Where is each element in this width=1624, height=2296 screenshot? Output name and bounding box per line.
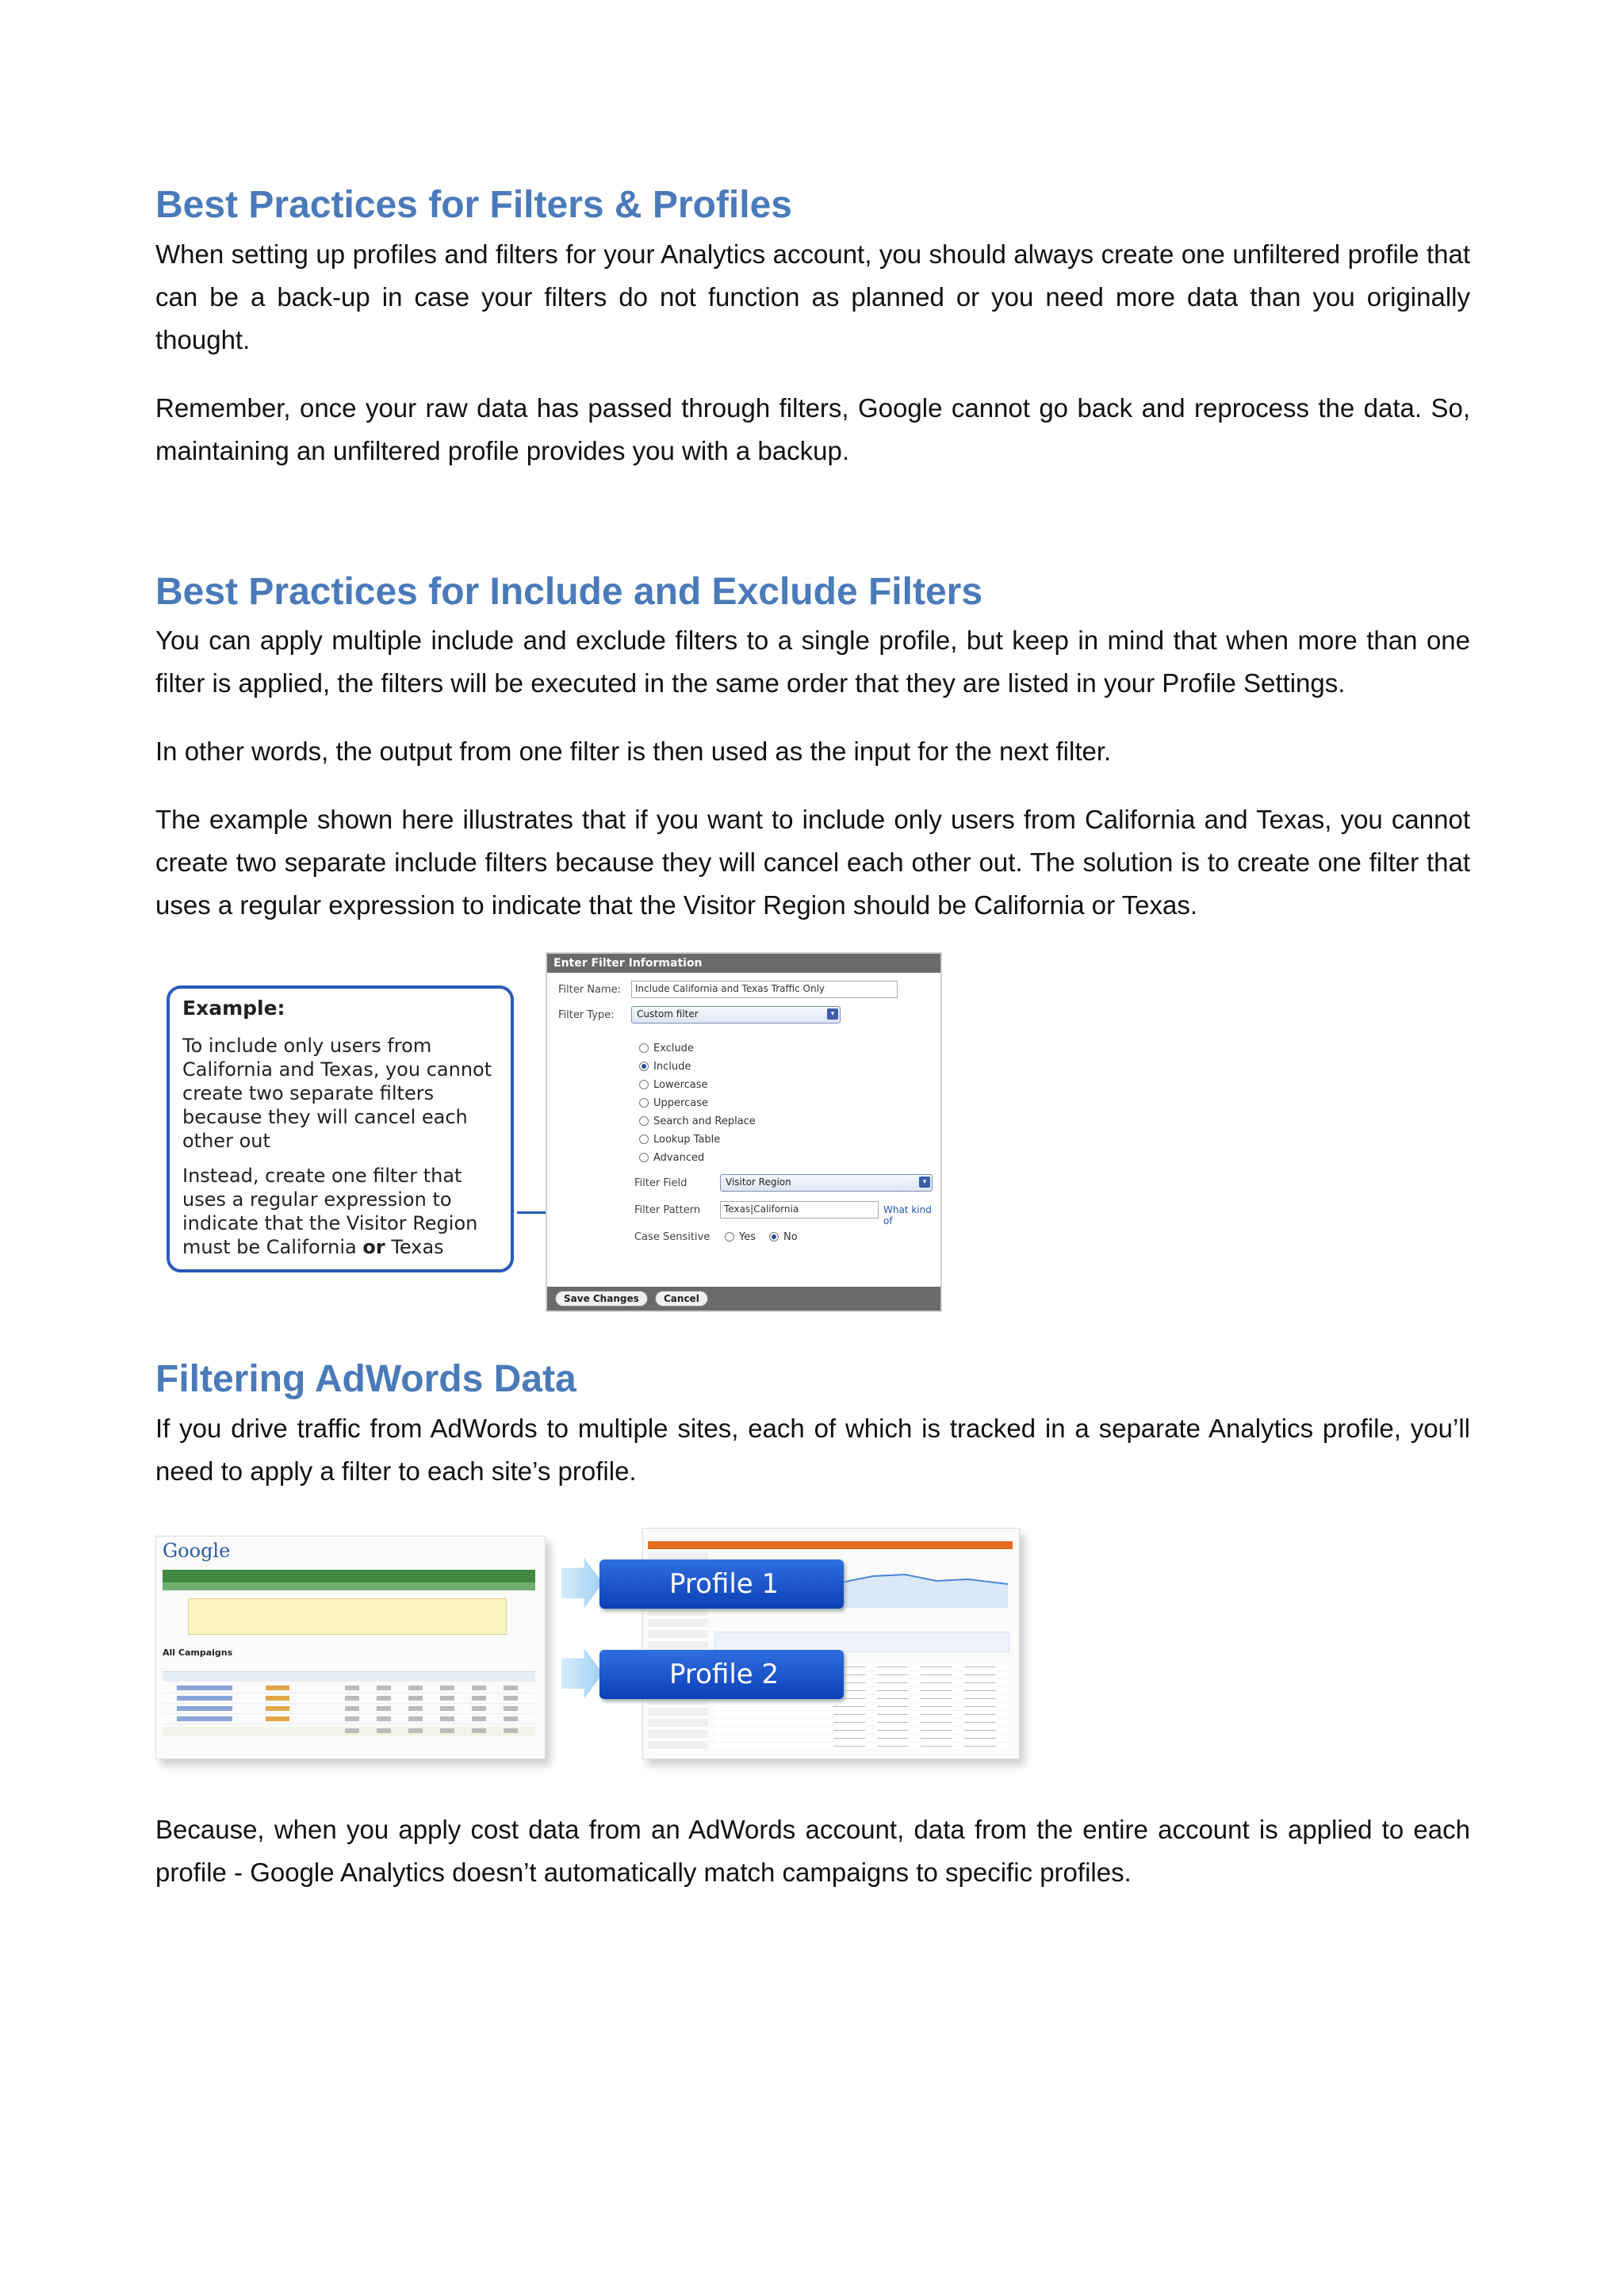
table-row bbox=[163, 1715, 535, 1724]
radio-icon bbox=[639, 1153, 649, 1162]
adwords-nav-bar bbox=[163, 1570, 535, 1582]
radio-advanced[interactable] bbox=[639, 1152, 704, 1164]
help-link[interactable]: What kind of bbox=[883, 1204, 932, 1227]
table-row bbox=[163, 1694, 535, 1704]
example-text-2-end: Texas bbox=[385, 1236, 444, 1259]
radio-label: Include bbox=[653, 1061, 691, 1073]
example-text-1: To include only users from California and Texas, you cannot create two separate filters because they will cancel each other out bbox=[182, 1035, 492, 1153]
save-changes-button[interactable]: Save Changes bbox=[555, 1291, 648, 1307]
filter-field-value: Visitor Region bbox=[726, 1177, 791, 1188]
analytics-top-bar bbox=[648, 1541, 1013, 1549]
filter-type-value: Custom filter bbox=[637, 1008, 699, 1020]
radio-icon bbox=[725, 1232, 734, 1242]
example-text-2-bold: or bbox=[362, 1236, 385, 1259]
case-sensitive-label: Case Sensitive bbox=[634, 1231, 710, 1244]
filter-example-figure bbox=[155, 952, 1470, 1325]
example-callout bbox=[167, 985, 514, 1272]
radio-selected-icon bbox=[639, 1062, 649, 1071]
radio-label: Uppercase bbox=[653, 1097, 708, 1110]
filter-form-screenshot bbox=[546, 952, 942, 1312]
heading-include-exclude: Best Practices for Include and Exclude Filters bbox=[155, 570, 983, 613]
filter-type-label: Filter Type: bbox=[558, 1009, 615, 1022]
radio-icon bbox=[639, 1080, 649, 1089]
radio-exclude[interactable] bbox=[639, 1043, 694, 1054]
table-row bbox=[163, 1705, 535, 1714]
radio-search-replace[interactable] bbox=[639, 1115, 756, 1127]
cancel-button[interactable]: Cancel bbox=[655, 1291, 708, 1307]
radio-include[interactable] bbox=[639, 1061, 691, 1073]
profile-1-label: Profile 1 bbox=[599, 1559, 844, 1609]
analytics-summary bbox=[714, 1632, 1009, 1652]
radio-icon bbox=[639, 1043, 649, 1053]
paragraph: You can apply multiple include and exclude filters to a single profile, but keep in mind that when more than one filter is applied, the filters will be executed in the same order that they are listed in your Profile Settings. bbox=[155, 626, 1470, 698]
radio-label: Exclude bbox=[653, 1043, 694, 1055]
example-text-2 bbox=[182, 1164, 498, 1259]
radio-label: Advanced bbox=[653, 1152, 705, 1165]
filter-field-select[interactable] bbox=[720, 1174, 933, 1192]
heading-filtering-adwords: Filtering AdWords Data bbox=[155, 1358, 576, 1401]
radio-label: No bbox=[783, 1231, 798, 1244]
arrow-right-icon bbox=[561, 1648, 603, 1699]
chevron-down-icon: ▾ bbox=[919, 1177, 930, 1188]
filter-pattern-label: Filter Pattern bbox=[634, 1204, 701, 1217]
radio-icon bbox=[639, 1116, 649, 1126]
radio-icon bbox=[639, 1135, 649, 1144]
example-title: Example: bbox=[182, 997, 285, 1020]
radio-case-yes[interactable] bbox=[725, 1231, 756, 1243]
paragraph: The example shown here illustrates that if you want to include only users from California and Texas, you cannot create two separate include filters because they will cancel each other out. The solution is to create one filter that uses a regular expression to indicate that the Visitor Region should be California or Texas. bbox=[155, 805, 1470, 920]
table-row bbox=[163, 1684, 535, 1693]
radio-icon bbox=[639, 1098, 649, 1108]
paragraph: In other words, the output from one filter is then used as the input for the next filter. bbox=[155, 737, 1112, 767]
paragraph: When setting up profiles and filters for your Analytics account, you should always create one unfiltered profile that can be a back-up in case your filters do not function as planned or you need more data than you originally thought. bbox=[155, 239, 1470, 354]
paragraph: Because, when you apply cost data from an AdWords account, data from the entire account is applied to each profile - Google Analytics doesn’t automatically match campaigns to specific profiles. bbox=[155, 1814, 1470, 1887]
campaigns-table-header bbox=[163, 1671, 535, 1682]
filter-name-label: Filter Name: bbox=[558, 984, 622, 997]
adwords-notice bbox=[188, 1598, 507, 1635]
radio-label: Lowercase bbox=[653, 1079, 708, 1092]
filter-pattern-input[interactable]: Texas|California bbox=[720, 1201, 879, 1219]
filter-form-footer bbox=[547, 1287, 940, 1311]
filter-type-select[interactable] bbox=[631, 1006, 841, 1024]
radio-uppercase[interactable] bbox=[639, 1097, 708, 1109]
paragraph: Remember, once your raw data has passed through filters, Google cannot go back and reprocess the data. So, maintaining an unfiltered profile provides you with a backup. bbox=[155, 392, 1470, 465]
profile-2-label: Profile 2 bbox=[599, 1650, 844, 1699]
adwords-screenshot bbox=[155, 1536, 546, 1759]
paragraph: If you drive traffic from AdWords to multiple sites, each of which is tracked in a separate Analytics profile, you’ll need to apply a filter to each site’s profile. bbox=[155, 1413, 1470, 1486]
google-logo: Google bbox=[163, 1539, 231, 1562]
arrow-right-icon bbox=[561, 1558, 603, 1609]
table-row bbox=[163, 1727, 535, 1736]
radio-case-no[interactable] bbox=[769, 1231, 798, 1243]
filter-field-label: Filter Field bbox=[634, 1177, 688, 1190]
heading-filters-profiles: Best Practices for Filters & Profiles bbox=[155, 184, 792, 226]
radio-label: Yes bbox=[739, 1231, 756, 1244]
radio-lowercase[interactable] bbox=[639, 1079, 708, 1091]
radio-label: Lookup Table bbox=[653, 1134, 721, 1146]
radio-selected-icon bbox=[769, 1232, 779, 1242]
document-body bbox=[155, 182, 1470, 1919]
filter-name-input[interactable]: Include California and Texas Traffic Only bbox=[631, 981, 898, 998]
adwords-profiles-figure bbox=[155, 1528, 1470, 1774]
filter-form-header: Enter Filter Information bbox=[547, 954, 940, 973]
radio-lookup-table[interactable] bbox=[639, 1134, 720, 1146]
example-text-2-start: Instead, create one filter that uses a regular expression to indicate that the Visitor Region must be California bbox=[182, 1165, 478, 1259]
adwords-subnav-bar bbox=[163, 1582, 535, 1590]
radio-label: Search and Replace bbox=[653, 1115, 756, 1128]
campaigns-title: All Campaigns bbox=[163, 1647, 233, 1658]
chevron-down-icon: ▾ bbox=[827, 1008, 838, 1020]
